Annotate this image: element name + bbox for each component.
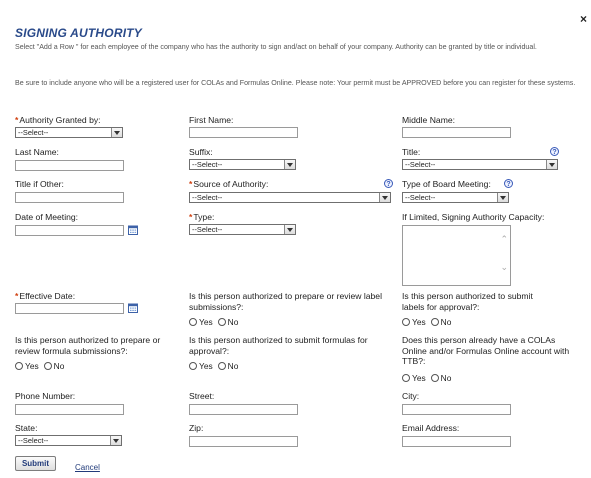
- date-of-meeting-input[interactable]: [15, 225, 124, 236]
- no-radio[interactable]: [218, 318, 226, 326]
- type-select[interactable]: --Select--: [189, 224, 296, 235]
- type-of-board-meeting-label: Type of Board Meeting:: [402, 179, 491, 189]
- submit-formulas-question: Is this person authorized to submit formulas for approval?:: [189, 335, 368, 356]
- title-if-other-input[interactable]: [15, 192, 124, 203]
- chevron-down-icon: [497, 193, 508, 202]
- scroll-down-icon[interactable]: ⌄: [500, 262, 508, 272]
- submit-button[interactable]: Submit: [15, 456, 56, 471]
- yes-radio[interactable]: [189, 318, 197, 326]
- yes-radio[interactable]: [189, 362, 197, 370]
- prepare-review-formula-question: Is this person authorized to prepare or review formula submissions?:: [15, 335, 161, 356]
- email-address-label: Email Address:: [402, 423, 460, 433]
- chevron-down-icon: [546, 160, 557, 169]
- close-icon[interactable]: ×: [580, 12, 588, 26]
- chevron-down-icon: [284, 160, 295, 169]
- submit-formulas-radios: Yes No: [189, 361, 238, 371]
- city-label: City:: [402, 391, 420, 401]
- last-name-label: Last Name:: [15, 147, 59, 157]
- effective-date-label: *Effective Date:: [15, 291, 76, 301]
- help-icon[interactable]: ?: [550, 147, 559, 156]
- no-radio[interactable]: [431, 374, 439, 382]
- chevron-down-icon: [111, 128, 122, 137]
- zip-label: Zip:: [189, 423, 204, 433]
- yes-radio[interactable]: [402, 374, 410, 382]
- source-of-authority-select[interactable]: --Select--: [189, 192, 391, 203]
- state-label: State:: [15, 423, 38, 433]
- effective-date-input[interactable]: [15, 303, 124, 314]
- submit-labels-question: Is this person authorized to submit labels for approval?:: [402, 291, 533, 312]
- title-select[interactable]: --Select--: [402, 159, 558, 170]
- first-name-label: First Name:: [189, 115, 234, 125]
- zip-input[interactable]: [189, 436, 298, 447]
- no-radio[interactable]: [431, 318, 439, 326]
- type-of-board-meeting-select[interactable]: --Select--: [402, 192, 509, 203]
- suffix-label: Suffix:: [189, 147, 213, 157]
- no-radio[interactable]: [44, 362, 52, 370]
- prepare-review-label-question: Is this person authorized to prepare or review label submissions?:: [189, 291, 382, 312]
- middle-name-label: Middle Name:: [402, 115, 456, 125]
- calendar-icon[interactable]: [128, 225, 138, 235]
- phone-number-input[interactable]: [15, 404, 124, 415]
- intro-text-2: Be sure to include anyone who will be a registered user for COLAs and Formulas Online. Please note: Your permit must be APPROVED before you can register for these systems.: [15, 79, 576, 87]
- chevron-down-icon: [110, 436, 121, 445]
- type-label: *Type:: [189, 212, 215, 222]
- last-name-input[interactable]: [15, 160, 124, 171]
- email-address-input[interactable]: [402, 436, 511, 447]
- submit-labels-radios: Yes No: [402, 317, 451, 327]
- no-radio[interactable]: [218, 362, 226, 370]
- calendar-icon[interactable]: [128, 303, 138, 313]
- cancel-link[interactable]: Cancel: [75, 463, 100, 472]
- colas-account-question: Does this person already have a COLAs Online and/or Formulas Online account with TTB?:: [402, 335, 570, 366]
- help-icon[interactable]: ?: [384, 179, 393, 188]
- city-input[interactable]: [402, 404, 511, 415]
- prepare-review-formula-radios: Yes No: [15, 361, 64, 371]
- authority-granted-by-select[interactable]: --Select--: [15, 127, 123, 138]
- if-limited-capacity-textarea[interactable]: [402, 225, 511, 286]
- intro-text-1: Select "Add a Row " for each employee of the company who has the authority to sign and/act on behalf of your company. Authority can be granted by title or individual.: [15, 43, 537, 51]
- yes-radio[interactable]: [402, 318, 410, 326]
- authority-granted-by-label: *Authority Granted by:: [15, 115, 101, 125]
- middle-name-input[interactable]: [402, 127, 511, 138]
- chevron-down-icon: [284, 225, 295, 234]
- state-select[interactable]: --Select--: [15, 435, 122, 446]
- colas-account-radios: Yes No: [402, 373, 451, 383]
- suffix-select[interactable]: --Select--: [189, 159, 296, 170]
- date-of-meeting-label: Date of Meeting:: [15, 212, 79, 222]
- source-of-authority-label: *Source of Authority:: [189, 179, 269, 189]
- chevron-down-icon: [379, 193, 390, 202]
- street-input[interactable]: [189, 404, 298, 415]
- if-limited-capacity-label: If Limited, Signing Authority Capacity:: [402, 212, 545, 222]
- help-icon[interactable]: ?: [504, 179, 513, 188]
- prepare-review-label-radios: Yes No: [189, 317, 238, 327]
- phone-number-label: Phone Number:: [15, 391, 76, 401]
- first-name-input[interactable]: [189, 127, 298, 138]
- title-label: Title:: [402, 147, 421, 157]
- yes-radio[interactable]: [15, 362, 23, 370]
- street-label: Street:: [189, 391, 215, 401]
- dialog-title: SIGNING AUTHORITY: [15, 26, 142, 40]
- scroll-up-icon[interactable]: ⌃: [500, 234, 508, 244]
- title-if-other-label: Title if Other:: [15, 179, 64, 189]
